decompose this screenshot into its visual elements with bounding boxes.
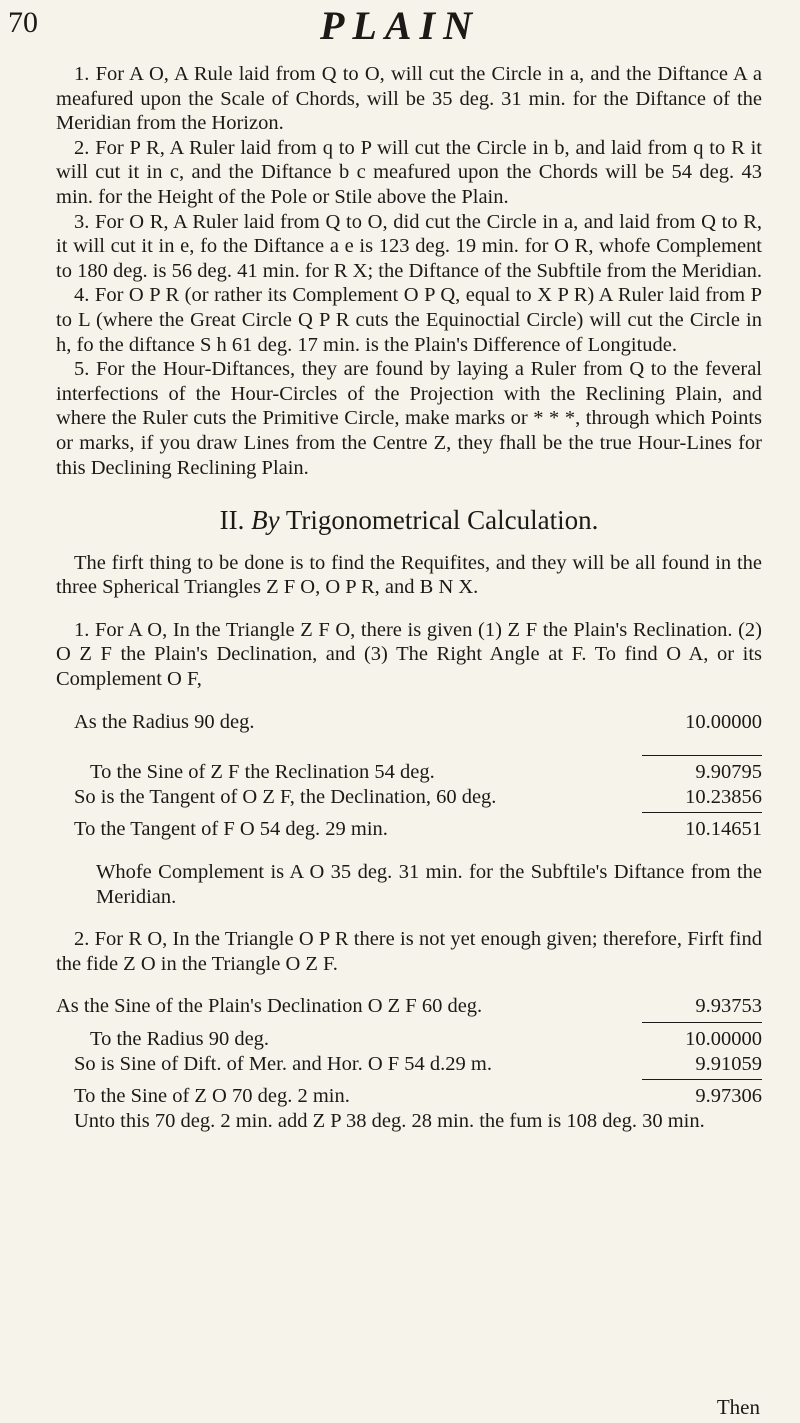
section-by: By — [251, 505, 280, 536]
case2-text: 2. For R O, In the Triangle O P R there is not yet enough given; therefore, Firft find the fide Z O in the Triangle O Z F. — [56, 928, 762, 975]
page-number: 70 — [8, 6, 38, 39]
calc-rule — [642, 812, 762, 813]
case2-row-3: So is Sine of Dift. of Mer. and Hor. O F 54 d.29 m. 9.91059 — [74, 1052, 762, 1075]
case2-row-4: To the Sine of Z O 70 deg. 2 min. 9.97306 — [74, 1085, 762, 1108]
case2-result: Unto this 70 deg. 2 min. add Z P 38 deg. 28 min. the fum is 108 deg. 30 min. — [74, 1109, 705, 1132]
paragraph-2: 2. For P R, A Ruler laid from q to P will cut the Circle in b, and laid from q to R it will cut it in c, and the Diftance b c meafured upon the Chords will be 54 deg. 43 min. for the Height of the Pole or Stile above the Plain. — [56, 136, 762, 208]
paragraph-1: 1. For A O, A Rule laid from Q to O, will cut the Circle in a, and the Diftance A a meafured upon the Scale of Chords, will be 35 deg. 31 min. for the Diftance of the Meridian from the Horizon. — [56, 63, 762, 135]
section-heading — [56, 505, 762, 536]
case2-row-2: To the Radius 90 deg. 10.00000 — [90, 1028, 762, 1050]
running-head: PLAIN — [320, 3, 480, 48]
calc-rule — [642, 1079, 762, 1080]
section-numeral: II. — [219, 505, 245, 536]
case1-row-3: So is the Tangent of O Z F, the Declination, 60 deg. 10.23856 — [74, 785, 762, 808]
intro-paragraph: The firft thing to be done is to find the Requifites, and they will be all found in the three Spherical Triangles Z F O, O P R, and B N X. — [56, 551, 762, 599]
paragraph-3: 3. For O R, A Ruler laid from Q to O, did cut the Circle in a, and laid from Q to R, it will cut it in e, fo the Diftance a e is 123 deg. 19 min. for O R, whofe Complement to 180 deg. is 56 deg. 41 min. for R X; the Diftance of the Subftile from the Meridian. — [56, 210, 762, 282]
case1-row-4: To the Tangent of F O 54 deg. 29 min. 10.14651 — [74, 818, 762, 841]
catchword: Then — [716, 1395, 760, 1419]
case2-row-1: As the Sine of the Plain's Declination O Z F 60 deg. 9.93753 — [56, 995, 762, 1018]
calc-rule — [642, 1022, 762, 1023]
calc-rule — [642, 755, 762, 756]
case1-row-1: As the Radius 90 deg. 10.00000 — [74, 710, 762, 733]
paragraph-4: 4. For O P R (or rather its Complement O P Q, equal to X P R) A Ruler laid from P to L (where the Great Circle Q P R cuts the Equinoctial Circle) will cut the Circle in h, fo the diftance S h 61 deg. 17 min. is the Plain's Difference of Longitude. — [56, 284, 762, 356]
case1-result: Whofe Complement is A O 35 deg. 31 min. for the Subftile's Diftance from the Meridian. — [96, 861, 762, 908]
paragraph-5: 5. For the Hour-Diftances, they are found by laying a Ruler from Q to the feveral interfections of the Hour-Circles of the Projection with the Reclining Plain, and where the Ruler cuts the Primitive Circle, make marks or * * *, through which Points or marks, if you draw Lines from the Centre Z, they fhall be the true Hour-Lines for this Declining Reclining Plain. — [56, 358, 762, 479]
page-body — [56, 62, 762, 1133]
section-title: Trigonometrical Calculation. — [285, 505, 599, 536]
case1-row-2: To the Sine of Z F the Reclination 54 deg. 9.90795 — [90, 761, 762, 784]
case1-text: 1. For A O, In the Triangle Z F O, there is given (1) Z F the Plain's Reclination. (2) O Z F the Plain's Declination, and (3) The Right Angle at F. To find O A, or its Complement O F, — [56, 618, 762, 691]
